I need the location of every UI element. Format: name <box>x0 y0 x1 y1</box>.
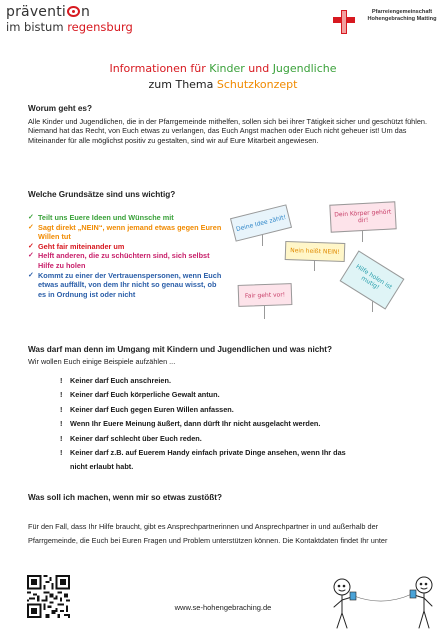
rule-item: ! Keiner darf Euch gegen Euren Willen anfassen. <box>60 403 420 417</box>
principle-item: ✓ Helft anderen, die zu schüchtern sind, sich selbst Hilfe zu holen <box>28 251 210 270</box>
exclamation-icon: ! <box>60 376 63 385</box>
principle-item: ✓ Sagt direkt „NEIN“, wenn jemand etwas gegen Euren Willen tut <box>28 222 222 242</box>
exclamation-icon: ! <box>60 419 63 429</box>
parish-name: Pfarreiengemeinschaft Hohengebraching Matting <box>367 9 437 22</box>
rule-item: ! Keiner darf Euch körperliche Gewalt antun. <box>60 388 420 402</box>
logo-word-praevention: präventi <box>6 4 66 20</box>
sticky-note: Deine Idee zählt! <box>230 204 292 241</box>
rule-item-continued: nicht erlaubt habt. <box>70 462 134 472</box>
section-text-worum: Alle Kinder und Jugendlichen, die in der Pfarrgemeinde mithelfen, sollen sich bei ihrer Tätigkeit sicher und geschützt fühlen. Niemand hat das Recht, von Euch etwas zu verlangen, das Euch Angst machen oder Euch nicht geheuer ist! Um das Miteinander für alle möglichst positiv zu gestalten, sind wir auf Eure Mitarbeit angewiesen. <box>28 117 427 145</box>
praevention-logo <box>6 5 156 41</box>
section-text-zustoesst: Für den Fall, dass Ihr Hilfe braucht, gibt es Ansprechpartnerinnen und Ansprechpartner in und außerhalb der Pfarrgemeinde, die Euch bei Euren Fragen und Problem unterstützen können. Die Kontaktdaten findet Ihr unter <box>28 522 388 545</box>
check-icon: ✓ <box>28 242 34 250</box>
section-heading-zustoesst: Was soll ich machen, wenn mir so etwas zustößt? <box>28 493 222 502</box>
sticky-note: Hilfe holen ist mutig! <box>340 250 405 309</box>
sticky-note: Dein Körper gehört dir! <box>329 201 396 232</box>
exclamation-icon: ! <box>60 448 63 458</box>
rule-item: ! Keiner darf Euch anschreien. <box>60 374 420 388</box>
pin-stick <box>264 305 265 319</box>
website-link[interactable]: www.se-hohengebraching.de <box>174 603 272 612</box>
parish-logo <box>330 8 442 42</box>
logo-word-bistum: im bistum <box>6 20 68 34</box>
check-icon: ✓ <box>28 223 34 231</box>
exclamation-icon: ! <box>60 433 63 443</box>
sticky-note: Fair geht vor! <box>238 283 293 307</box>
exclamation-icon: ! <box>60 390 63 400</box>
page-title-line1: Informationen für Kinder und Jugendliche <box>109 62 337 75</box>
rule-item: ! Keiner darf z.B. auf Euerem Handy einfach private Dinge ansehen, wenn Ihr das <box>60 446 420 460</box>
principle-item: ✓ Teilt uns Euere Ideen und Wünsche mit <box>28 213 174 222</box>
check-icon: ✓ <box>28 214 34 221</box>
sticky-note: Nein heißt NEIN! <box>285 241 346 262</box>
rule-item: ! Keiner darf schlecht über Euch reden. <box>60 432 420 446</box>
eye-icon <box>67 6 80 17</box>
principle-item: ✓ Kommt zu einer der Vertrauenspersonen, wenn Euch etwas auffällt, von dem Ihr nicht so genau wisst, ob es in Ordnung ist oder nicht <box>28 270 222 299</box>
check-icon: ✓ <box>28 271 34 279</box>
section-heading-umgang: Was darf man denn im Umgang mit Kindern und Jugendlichen und was nicht? <box>28 345 333 354</box>
logo-word-regensburg: regensburg <box>67 20 133 34</box>
exclamation-icon: ! <box>60 404 63 414</box>
principle-item: ✓ Geht fair miteinander um <box>28 241 125 251</box>
parish-cross-icon <box>330 8 358 36</box>
principles-list <box>28 213 223 299</box>
rule-item: ! Wenn Ihr Euere Meinung äußert, dann dürft Ihr nicht ausgelacht werden. <box>60 417 420 431</box>
check-icon: ✓ <box>28 252 34 260</box>
children-tin-can-phone-illustration <box>328 573 440 631</box>
page-title-line2: zum Thema Schutzkonzept <box>148 78 298 91</box>
rules-list <box>60 374 420 475</box>
section-heading-worum: Worum geht es? <box>28 104 92 113</box>
logo-word-end: n <box>80 4 91 20</box>
section-heading-grundsaetze: Welche Grundsätze sind uns wichtig? <box>28 190 176 199</box>
section-intro-umgang: Wir wollen Euch einige Beispiele aufzählen ... <box>28 357 176 366</box>
